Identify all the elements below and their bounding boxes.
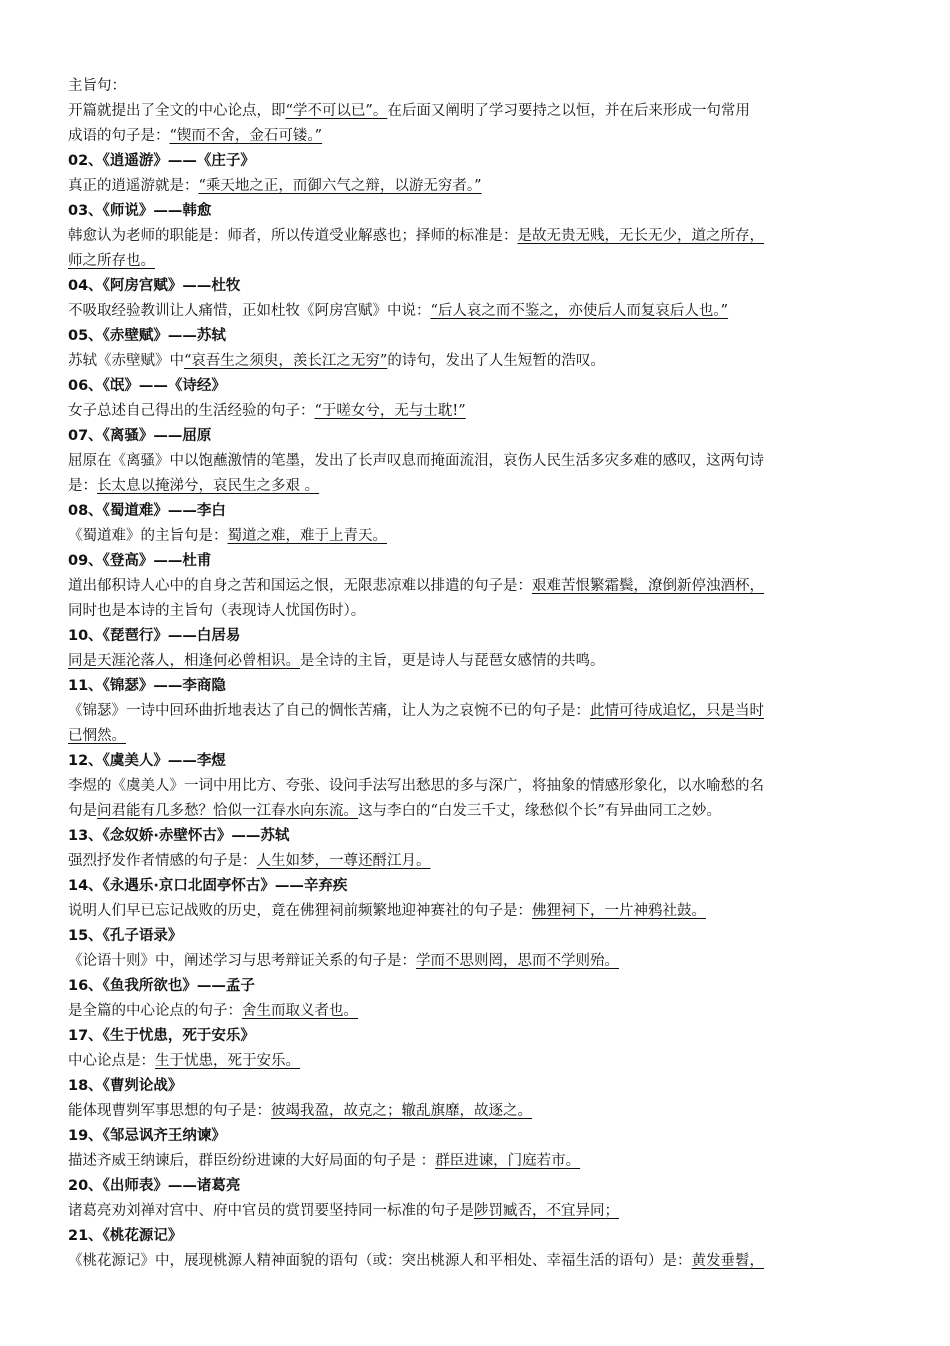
text-line [68, 1199, 884, 1224]
text-line [68, 399, 884, 424]
text-segment: 描述齐威王纳谏后，群臣纷纷进谏的大好局面的句子是 ： [68, 1153, 436, 1169]
text-line [68, 1149, 884, 1174]
underlined-quote: 问君能有几多愁？恰似一江春水向东流。 [97, 803, 358, 819]
section-18 [68, 1074, 884, 1124]
underlined-quote: 黄发垂髫， [691, 1253, 764, 1269]
text-segment: 同时也是本诗的主旨句（表现诗人忧国伤时）。 [68, 603, 366, 619]
underlined-quote: 蜀道之难，难于上青天。 [227, 528, 387, 544]
text-segment: 是全篇的中心论点的句子： [68, 1003, 242, 1019]
text-line [68, 724, 884, 749]
underlined-quote: 师之所存也。 [68, 253, 155, 269]
text-segment: 这与李白的“白发三千丈，缘愁似个长”有异曲同工之妙。 [358, 803, 721, 819]
underlined-quote: “乘天地之正，而御六气之辩，以游无穷者。” [198, 178, 482, 194]
text-line [68, 649, 884, 674]
section-17 [68, 1024, 884, 1074]
text-line [68, 774, 884, 799]
underlined-quote: 群臣进谏，门庭若市。 [435, 1153, 581, 1169]
text-line [68, 74, 884, 99]
text-line [68, 474, 884, 499]
text-line [68, 599, 884, 624]
text-line [68, 1049, 884, 1074]
underlined-quote: “学不可以已”。 [285, 103, 388, 119]
section-heading: 18、《曹刿论战》 [68, 1078, 183, 1094]
text-segment: 的诗句，发出了人生短暂的浩叹。 [387, 353, 605, 369]
text-segment: 《锦瑟》一诗中回环曲折地表达了自己的惆怅苦痛，让人为之哀惋不已的句子是： [68, 703, 590, 719]
section-heading: 02、《逍遥游》——《庄子》 [68, 153, 255, 169]
section-14 [68, 874, 884, 924]
section-heading: 19、《邹忌讽齐王纳谏》 [68, 1128, 226, 1144]
text-line [68, 849, 884, 874]
underlined-quote: 长太息以掩涕兮，哀民生之多艰 。 [97, 478, 320, 494]
section-heading: 20、《出师表》——诸葛亮 [68, 1178, 241, 1194]
text-segment: 说明人们早已忘记战败的历史，竟在佛狸祠前频繁地迎神赛社的句子是： [68, 903, 532, 919]
text-line [68, 524, 884, 549]
text-segment: 《论语十则》中，阐述学习与思考辩证关系的句子是： [68, 953, 416, 969]
section-9 [68, 549, 884, 624]
section-heading: 03、《师说》——韩愈 [68, 203, 212, 219]
section-heading: 08、《蜀道难》——李白 [68, 503, 226, 519]
text-line [68, 949, 884, 974]
text-segment: 在后面又阐明了学习要持之以恒，并在后来形成一句常用 [387, 103, 750, 119]
text-segment: 屈原在《离骚》中以饱蘸激情的笔墨，发出了长声叹息而掩面流泪，哀伤人民生活多灾多难的感叹，这两句诗 [68, 453, 764, 469]
text-line [68, 249, 884, 274]
text-segment: 不吸取经验教训让人痛惜，正如杜牧《阿房宫赋》中说： [68, 303, 431, 319]
text-line [68, 124, 884, 149]
section-3 [68, 199, 884, 274]
section-heading: 16、《鱼我所欲也》——孟子 [68, 978, 255, 994]
section-heading: 11、《锦瑟》——李商隐 [68, 678, 226, 694]
underlined-quote: 彼竭我盈，故克之；辙乱旗靡，故逐之。 [271, 1103, 532, 1119]
underlined-quote: 舍生而取义者也。 [242, 1003, 358, 1019]
underlined-quote: “于嗟女兮，无与士耽!” [314, 403, 466, 419]
text-segment: 主旨句： [68, 78, 126, 94]
section-11 [68, 674, 884, 749]
underlined-quote: 同是天涯沦落人，相逢何必曾相识。 [68, 653, 300, 669]
document-body [68, 74, 884, 1274]
section-10 [68, 624, 884, 674]
section-heading: 12、《虞美人》——李煜 [68, 753, 226, 769]
section-heading: 17、《生于忧患，死于安乐》 [68, 1028, 255, 1044]
section-heading: 04、《阿房宫赋》——杜牧 [68, 278, 241, 294]
section-6 [68, 374, 884, 424]
section-heading: 15、《孔子语录》 [68, 928, 183, 944]
text-line [68, 299, 884, 324]
underlined-quote: “锲而不舍，金石可镂。” [169, 128, 323, 144]
section-5 [68, 324, 884, 374]
underlined-quote: “哀吾生之须臾，羡长江之无穷” [184, 353, 388, 369]
underlined-quote: 生于忧患，死于安乐。 [155, 1053, 300, 1069]
text-segment: 李煜的《虞美人》一词中用比方、夸张、设问手法写出愁思的多与深广，将抽象的情感形象化，以水喻愁的名 [68, 778, 764, 794]
underlined-quote: 陟罚臧否，不宜异同； [474, 1203, 619, 1219]
text-line [68, 999, 884, 1024]
text-line [68, 1099, 884, 1124]
underlined-quote: 艰难苦恨繁霜鬓，潦倒新停浊酒杯， [532, 578, 764, 594]
text-segment: 苏轼《赤壁赋》中 [68, 353, 184, 369]
section-heading: 09、《登高》——杜甫 [68, 553, 212, 569]
section-2 [68, 149, 884, 199]
text-segment: 道出郁积诗人心中的自身之苦和国运之恨，无限悲凉难以排遣的句子是： [68, 578, 532, 594]
text-line [68, 699, 884, 724]
underlined-quote: 是故无贵无贱，无长无少，道之所存， [517, 228, 764, 244]
text-line [68, 224, 884, 249]
text-line [68, 899, 884, 924]
text-segment: 句是 [68, 803, 97, 819]
text-line [68, 1249, 884, 1274]
underlined-quote: 学而不思则罔，思而不学则殆。 [416, 953, 619, 969]
text-segment: 强烈抒发作者情感的句子是： [68, 853, 257, 869]
section-heading: 21、《桃花源记》 [68, 1228, 183, 1244]
section-1 [68, 74, 884, 149]
text-segment: 韩愈认为老师的职能是：师者，所以传道受业解惑也；择师的标准是： [68, 228, 518, 244]
text-line [68, 799, 884, 824]
underlined-quote: 人生如梦，一尊还酹江月。 [256, 853, 431, 869]
underlined-quote: 已惘然。 [68, 728, 126, 744]
text-line [68, 349, 884, 374]
section-4 [68, 274, 884, 324]
underlined-quote: “后人哀之而不鉴之，亦使后人而复哀后人也。” [430, 303, 729, 319]
section-heading: 13、《念奴娇·赤壁怀古》——苏轼 [68, 828, 290, 844]
section-heading: 10、《琵琶行》——白居易 [68, 628, 241, 644]
section-19 [68, 1124, 884, 1174]
text-segment: 真正的逍遥游就是： [68, 178, 199, 194]
section-heading: 14、《永遇乐·京口北固亭怀古》——辛弃疾 [68, 878, 348, 894]
text-segment: 成语的句子是： [68, 128, 170, 144]
section-20 [68, 1174, 884, 1224]
text-segment: 《蜀道难》的主旨句是： [68, 528, 228, 544]
underlined-quote: 佛狸祠下，一片神鸦社鼓。 [532, 903, 706, 919]
section-heading: 07、《离骚》——屈原 [68, 428, 212, 444]
text-segment: 诸葛亮劝刘禅对宫中、府中官员的赏罚要坚持同一标准的句子是 [68, 1203, 474, 1219]
section-12 [68, 749, 884, 824]
underlined-quote: 此情可待成追忆，只是当时 [590, 703, 764, 719]
text-segment: 是全诗的主旨，更是诗人与琵琶女感情的共鸣。 [300, 653, 605, 669]
section-13 [68, 824, 884, 874]
text-segment: 开篇就提出了全文的中心论点，即 [68, 103, 286, 119]
text-segment: 是： [68, 478, 97, 494]
text-line [68, 574, 884, 599]
section-7 [68, 424, 884, 499]
section-15 [68, 924, 884, 974]
text-segment: 女子总述自己得出的生活经验的句子： [68, 403, 315, 419]
section-8 [68, 499, 884, 549]
text-line [68, 174, 884, 199]
text-segment: 《桃花源记》中，展现桃源人精神面貌的语句（或：突出桃源人和平相处、幸福生活的语句）是： [68, 1253, 692, 1269]
section-21 [68, 1224, 884, 1274]
section-heading: 05、《赤壁赋》——苏轼 [68, 328, 226, 344]
text-line [68, 449, 884, 474]
text-segment: 中心论点是： [68, 1053, 155, 1069]
text-line [68, 99, 884, 124]
section-16 [68, 974, 884, 1024]
text-segment: 能体现曹刿军事思想的句子是： [68, 1103, 271, 1119]
section-heading: 06、《氓》——《诗经》 [68, 378, 226, 394]
